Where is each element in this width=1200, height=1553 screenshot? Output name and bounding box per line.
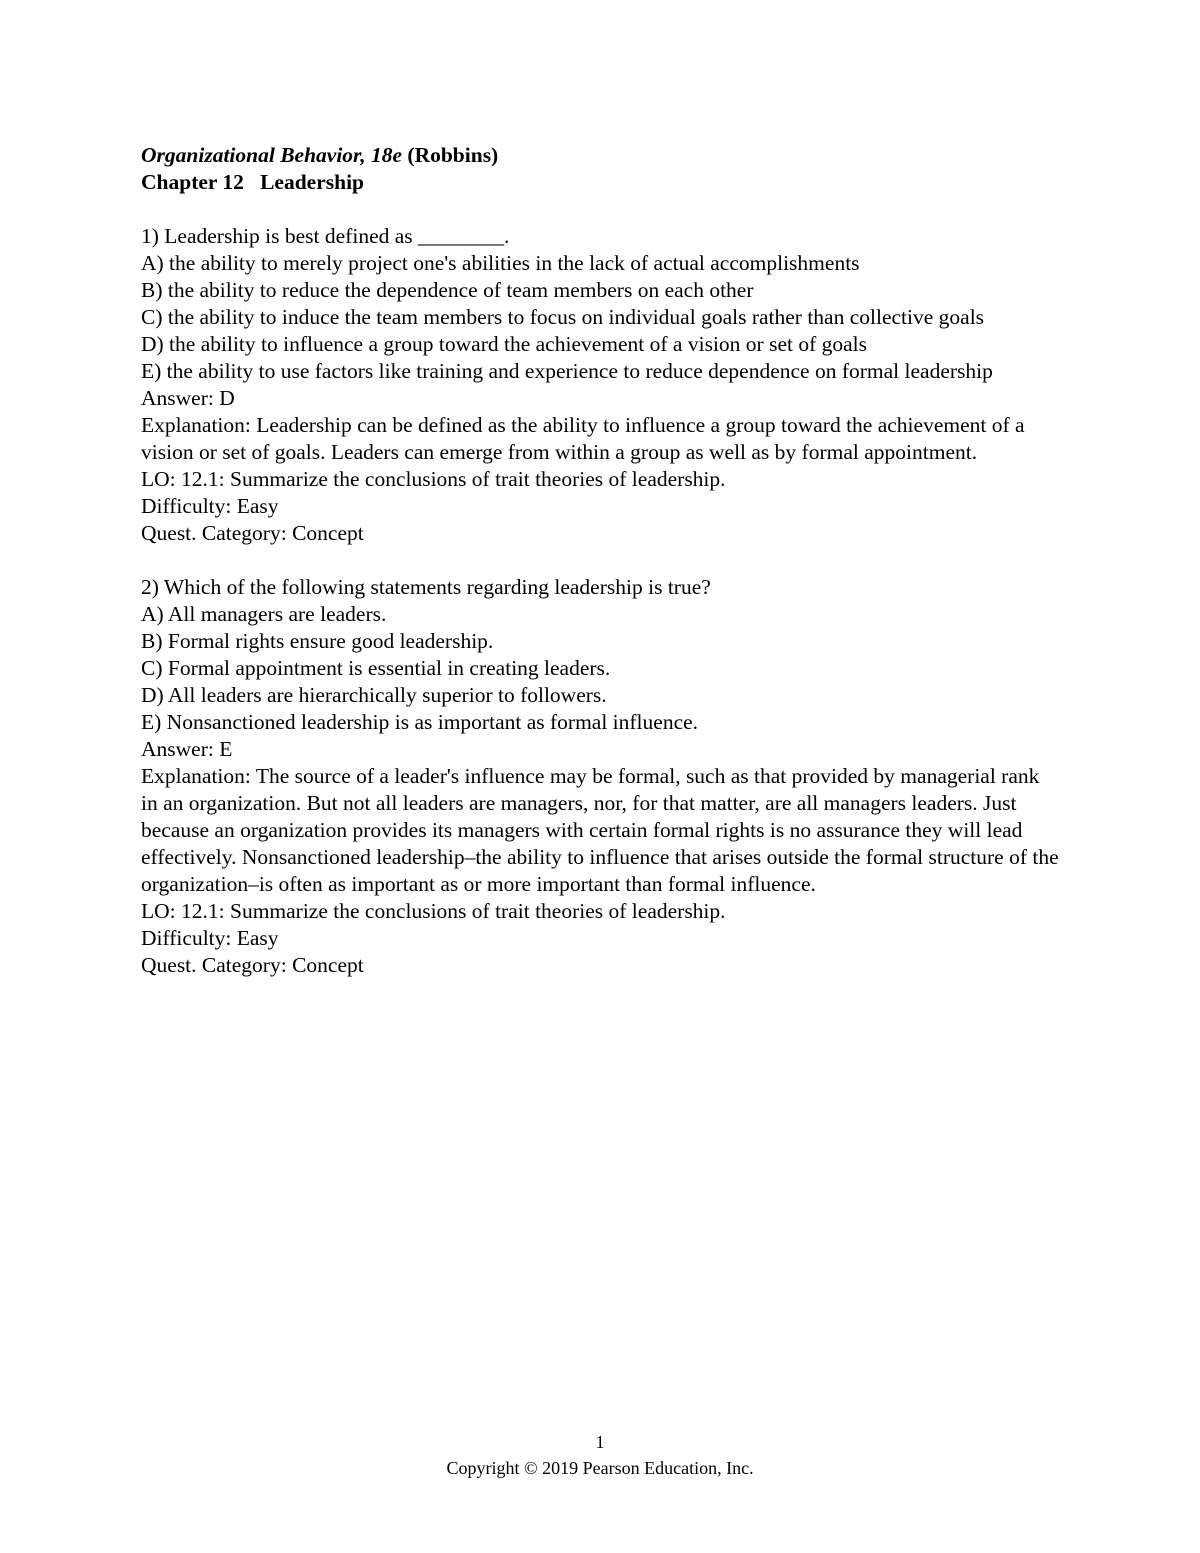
chapter-heading: [141, 169, 1061, 196]
question-category: Quest. Category: Concept: [141, 953, 364, 977]
book-title: Organizational Behavior, 18e: [141, 143, 403, 167]
answer-option-a: A) the ability to merely project one's abilities in the lack of actual accomplishments: [141, 251, 860, 275]
answer-key: Answer: D: [141, 386, 235, 410]
answer-option-e: E) Nonsanctioned leadership is as important as formal influence.: [141, 710, 699, 734]
answer-option-a: A) All managers are leaders.: [141, 602, 387, 626]
book-title-line: [141, 142, 1061, 169]
answer-option-c: C) Formal appointment is essential in creating leaders.: [141, 656, 611, 680]
chapter-title: Leadership: [260, 170, 364, 194]
document-body: [141, 142, 1061, 979]
answer-option-c: C) the ability to induce the team members to focus on individual goals rather than collective goals: [141, 305, 985, 329]
difficulty: Difficulty: Easy: [141, 926, 279, 950]
explanation: Explanation: The source of a leader's influence may be formal, such as that provided by managerial rank in an organization. But not all leaders are managers, nor, for that matter, are all managers leaders. Just because an organization provides its managers with certain formal rights is no assurance they will lead effectively. Nonsanctioned leadership–the ability to influence that arises outside the formal structure of the organization–is often as important as or more important than formal influence.: [141, 764, 1059, 896]
chapter-label: Chapter 12: [141, 170, 244, 194]
difficulty: Difficulty: Easy: [141, 494, 279, 518]
question-2: [141, 574, 1061, 979]
answer-option-d: D) All leaders are hierarchically superior to followers.: [141, 683, 607, 707]
copyright-notice: Copyright © 2019 Pearson Education, Inc.: [446, 1458, 754, 1478]
page-number: 1: [595, 1432, 605, 1452]
answer-option-b: B) the ability to reduce the dependence of team members on each other: [141, 278, 754, 302]
question-stem: 1) Leadership is best defined as ________.: [141, 224, 510, 248]
learning-objective: LO: 12.1: Summarize the conclusions of trait theories of leadership.: [141, 467, 726, 491]
answer-key: Answer: E: [141, 737, 233, 761]
answer-option-d: D) the ability to influence a group toward the achievement of a vision or set of goals: [141, 332, 868, 356]
question-1: [141, 223, 1061, 547]
learning-objective: LO: 12.1: Summarize the conclusions of trait theories of leadership.: [141, 899, 726, 923]
answer-option-b: B) Formal rights ensure good leadership.: [141, 629, 494, 653]
book-author: (Robbins): [407, 143, 499, 167]
question-stem: 2) Which of the following statements regarding leadership is true?: [141, 575, 711, 599]
explanation: Explanation: Leadership can be defined as the ability to influence a group toward the achievement of a vision or set of goals. Leaders can emerge from within a group as well as by formal appointment.: [141, 413, 1025, 464]
question-category: Quest. Category: Concept: [141, 521, 364, 545]
answer-option-e: E) the ability to use factors like training and experience to reduce dependence on formal leadership: [141, 359, 993, 383]
